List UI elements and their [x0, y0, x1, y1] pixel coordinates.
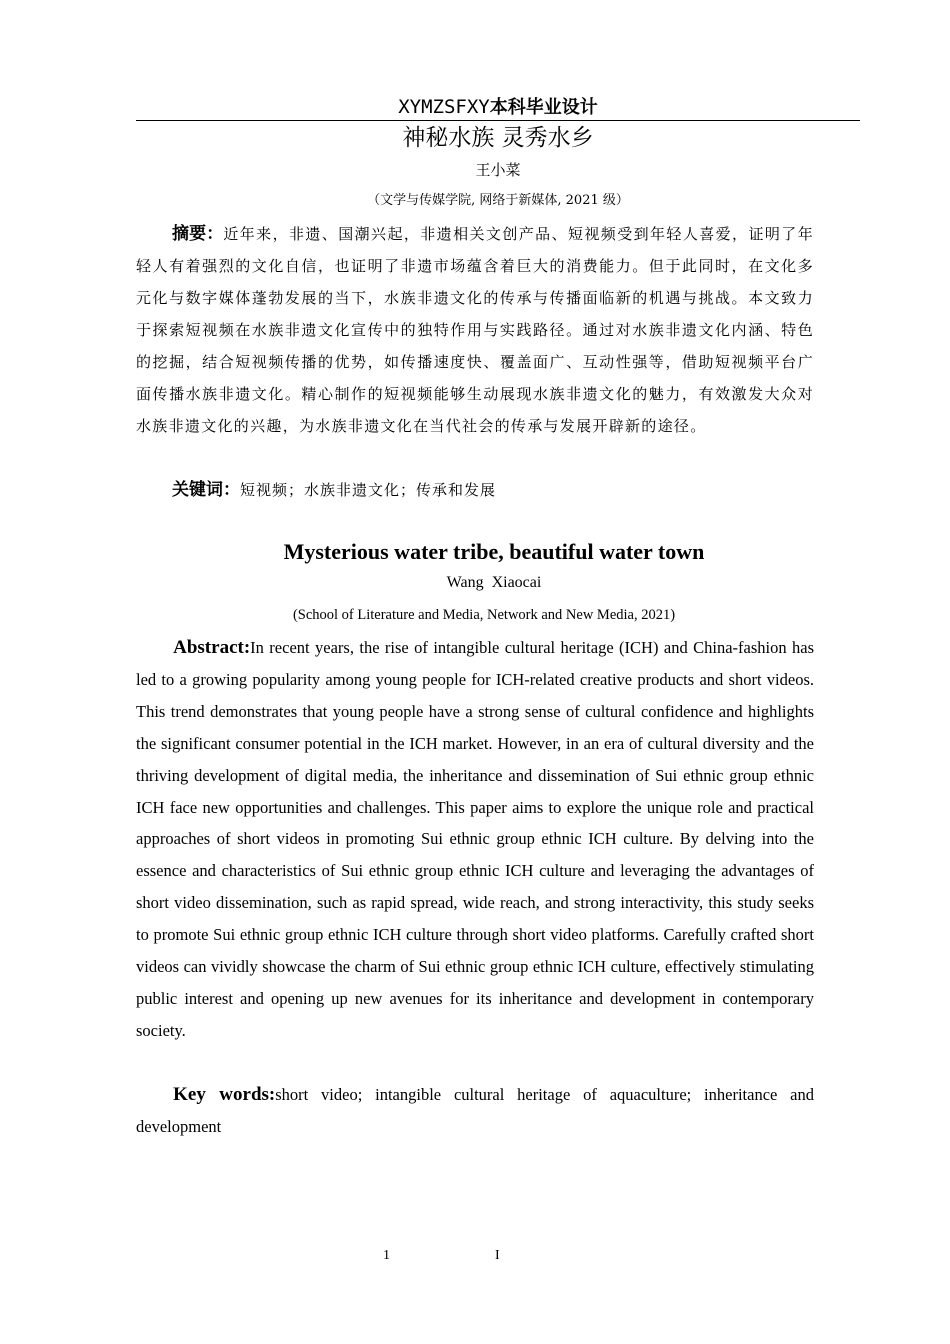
- chinese-affiliation: （文学与传媒学院, 网络于新媒体, 2021 级）: [367, 193, 629, 208]
- english-abstract-text: In recent years, the rise of intangible cultural heritage (ICH) and China-fashion has led to a growing popularity among young people for ICH-related creative products and short videos. This trend demonstrates that young people have a strong sense of cultural confidence and highlights the significant consumer potential in the ICH market. However, in an era of cultural diversity and the thriving development of digital media, the inheritance and dissemination of Sui ethnic group ethnic ICH face new opportunities and challenges. This paper aims to explore the unique role and practical approaches of short videos in promoting Sui ethnic group ethnic ICH culture. By delving into the essence and characteristics of Sui ethnic group ethnic ICH culture and leveraging the advantages of short video dissemination, such as rapid spread, wide reach, and strong interactivity, this study seeks to promote Sui ethnic group ethnic ICH culture through short video platforms. Carefully crafted short videos can vividly showcase the charm of Sui ethnic group ethnic ICH culture, effectively stimulating public interest and opening up new avenues for its inheritance and development in contemporary society.: [136, 638, 814, 1040]
- page-footer: [0, 1246, 950, 1266]
- chinese-abstract-label: 摘要：: [172, 224, 224, 244]
- english-title: Mysterious water tribe, beautiful water town: [283, 539, 705, 564]
- page-number: 1: [383, 1248, 390, 1263]
- english-keywords-text: short video; intangible cultural heritage of aquaculture; inheritance and development: [136, 1085, 814, 1136]
- chinese-abstract: [136, 218, 814, 442]
- page-header: [136, 94, 860, 121]
- english-keywords-label: Key words:: [173, 1084, 276, 1105]
- english-abstract: [136, 632, 814, 1047]
- page-roman-numeral: I: [495, 1248, 500, 1263]
- header-document-type: 本科毕业设计: [489, 97, 598, 118]
- english-author: Wang Xiaocai: [446, 574, 542, 591]
- english-abstract-label: Abstract:: [173, 637, 251, 658]
- english-affiliation: (School of Literature and Media, Network and New Media, 2021): [292, 607, 676, 623]
- chinese-title: 神秘水族 灵秀水乡: [402, 125, 594, 151]
- chinese-keywords-text: 短视频；水族非遗文化；传承和发展: [240, 481, 497, 499]
- chinese-author: 王小菜: [475, 161, 521, 179]
- english-keywords: [136, 1079, 814, 1143]
- header-school-code: XYMZSFXY: [398, 96, 490, 118]
- chinese-abstract-text: 近年来，非遗、国潮兴起，非遗相关文创产品、短视频受到年轻人喜爱，证明了年轻人有着强烈的文化自信，也证明了非遗市场蕴含着巨大的消费能力。但于此同时，在文化多元化与数字媒体蓬勃发展的当下，水族非遗文化的传承与传播面临新的机遇与挑战。本文致力于探索短视频在水族非遗文化宣传中的独特作用与实践路径。通过对水族非遗文化内涵、特色的挖掘，结合短视频传播的优势，如传播速度快、覆盖面广、互动性强等，借助短视频平台广面传播水族非遗文化。精心制作的短视频能够生动展现水族非遗文化的魅力，有效激发大众对水族非遗文化的兴趣，为水族非遗文化在当代社会的传承与发展开辟新的途径。: [136, 225, 815, 435]
- chinese-keywords: [136, 474, 814, 506]
- chinese-keywords-label: 关键词：: [172, 480, 240, 500]
